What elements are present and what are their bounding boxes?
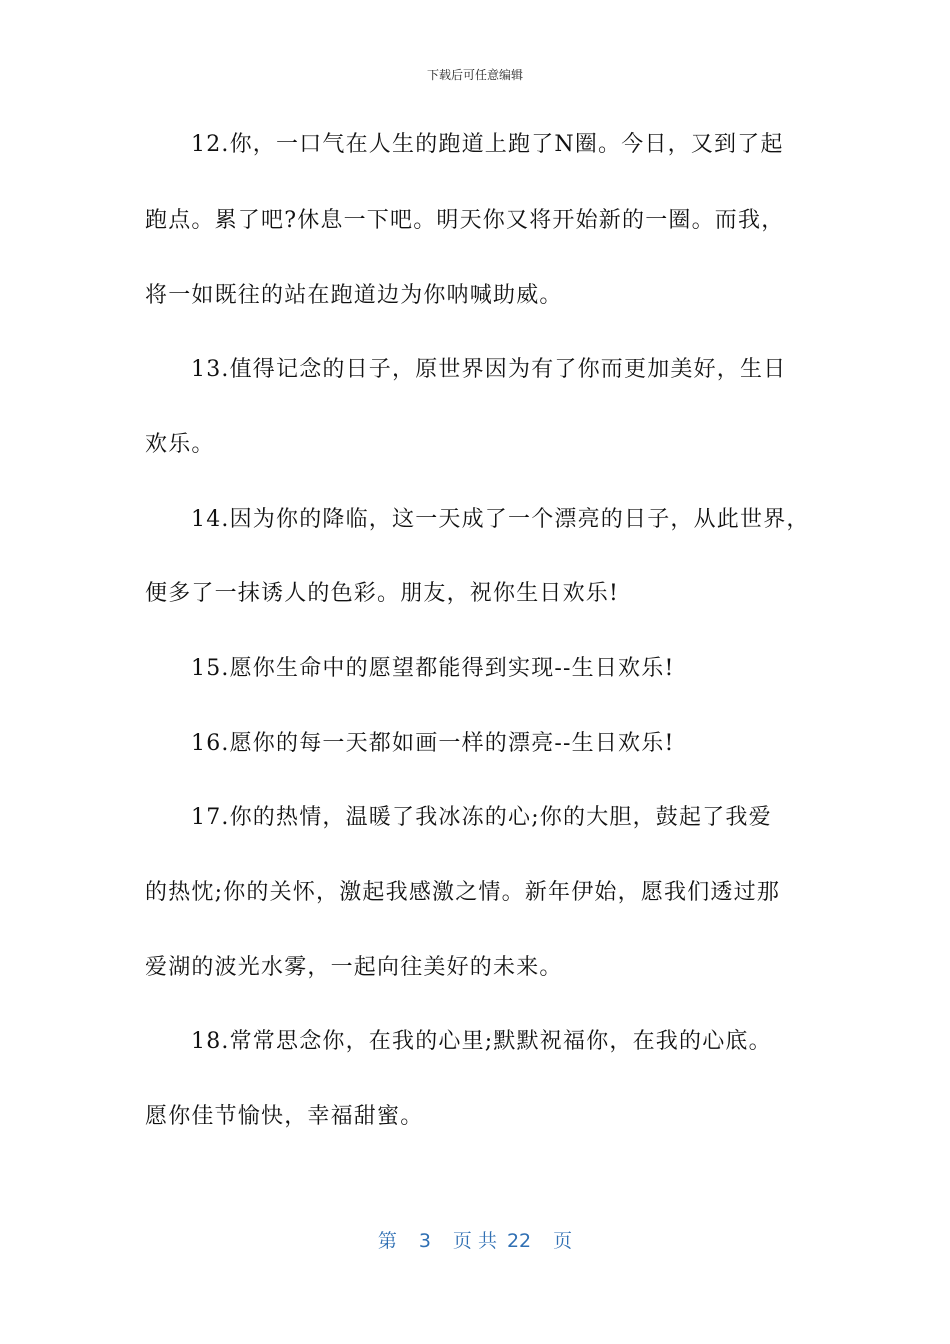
page-footer xyxy=(0,1226,950,1253)
paragraph-13-line-1: 13.值得记念的日子，原世界因为有了你而更加美好，生日 xyxy=(191,357,787,382)
paragraph-18-line-1: 18.常常思念你，在我的心里;默默祝福你，在我的心底。 xyxy=(191,1029,772,1054)
paragraph-12-line-3: 将一如既往的站在跑道边为你呐喊助威。 xyxy=(145,283,563,308)
footer-suffix: 页 xyxy=(553,1230,573,1252)
paragraph-12-line-2: 跑点。累了吧?休息一下吧。明天你又将开始新的一圈。而我， xyxy=(145,208,785,233)
paragraph-14-line-1: 14.因为你的降临，这一天成了一个漂亮的日子，从此世界， xyxy=(191,507,810,532)
paragraph-18-line-2: 愿你佳节愉快，幸福甜蜜。 xyxy=(145,1104,424,1129)
footer-prefix: 第 xyxy=(377,1230,397,1252)
footer-total-pages: 22 xyxy=(506,1230,532,1252)
paragraph-17-line-3: 爱湖的波光水雾，一起向往美好的未来。 xyxy=(145,955,563,980)
header-note: 下载后可任意编辑 xyxy=(426,68,523,82)
footer-current-page: 3 xyxy=(418,1230,431,1252)
paragraph-13-line-2: 欢乐。 xyxy=(145,432,215,457)
paragraph-15-line-1: 15.愿你生命中的愿望都能得到实现--生日欢乐! xyxy=(191,656,675,681)
paragraph-16-line-1: 16.愿你的每一天都如画一样的漂亮--生日欢乐! xyxy=(191,731,675,756)
paragraph-14-line-2: 便多了一抹诱人的色彩。朋友，祝你生日欢乐! xyxy=(145,581,620,606)
paragraph-17-line-2: 的热忱;你的关怀，激起我感激之情。新年伊始，愿我们透过那 xyxy=(145,880,781,905)
paragraph-17-line-1: 17.你的热情，温暖了我冰冻的心;你的大胆，鼓起了我爱 xyxy=(191,805,772,830)
paragraph-12-line-1: 12.你，一口气在人生的跑道上跑了N圈。今日，又到了起 xyxy=(191,132,784,157)
footer-middle: 页 共 xyxy=(452,1230,497,1252)
